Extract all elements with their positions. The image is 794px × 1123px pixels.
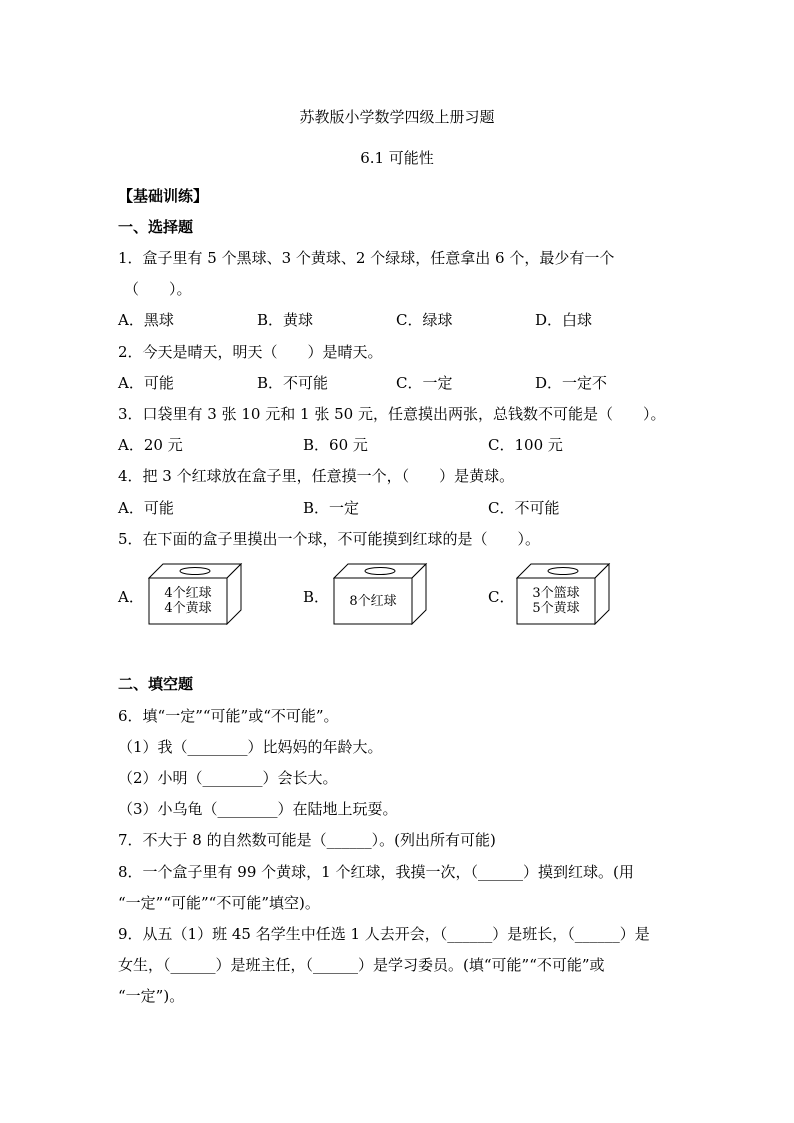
q6-text: 6．填“一定”“可能”或“不可能”。 (118, 707, 339, 725)
q6-sub-3: （3）小乌龟（________）在陆地上玩耍。 (118, 800, 398, 818)
q5-box-a-letter: A． (118, 588, 144, 606)
q4-option-a: A．可能 (118, 499, 174, 517)
q4-option-b: B．一定 (303, 499, 360, 517)
q6-sub-2: （2）小明（________）会长大。 (118, 769, 338, 787)
q5-box-a-line1: 4个红球 (164, 586, 212, 601)
page-title: 苏教版小学数学四级上册习题 (299, 108, 495, 126)
q5-box-b-letter: B． (303, 588, 330, 606)
q2-option-d: D．一定不 (535, 374, 608, 392)
q1-option-c: C．绿球 (396, 311, 453, 329)
q5-box-c (516, 563, 611, 625)
q5-box-b (333, 563, 428, 625)
q5-text: 5．在下面的盒子里摸出一个球，不可能摸到红球的是（ ）。 (118, 530, 541, 548)
page-subtitle: 6.1 可能性 (360, 149, 434, 167)
q8-text-line2: “一定”“可能”“不可能”填空)。 (118, 894, 320, 912)
q1-option-a: A．黑球 (118, 311, 174, 329)
q1-option-b: B．黄球 (257, 311, 314, 329)
q5-box-c-letter: C． (488, 588, 515, 606)
q2-text: 2．今天是晴天，明天（ ）是晴天。 (118, 343, 383, 361)
section-basic-training: 【基础训练】 (118, 187, 209, 205)
q2-option-a: A．可能 (118, 374, 174, 392)
q3-option-b: B．60 元 (303, 436, 368, 454)
part2-heading: 二、填空题 (118, 675, 194, 693)
q8-text-line1: 8．一个盒子里有 99 个黄球，1 个红球，我摸一次，（______）摸到红球。(用 (118, 863, 634, 881)
q1-option-d: D．白球 (535, 311, 593, 329)
q7-text: 7．不大于 8 的自然数可能是（______）。(列出所有可能) (118, 831, 496, 849)
part1-heading: 一、选择题 (118, 218, 194, 236)
q5-box-a-line2: 4个黄球 (164, 601, 212, 616)
q3-option-c: C．100 元 (488, 436, 563, 454)
q9-text-line3: “一定”)。 (118, 987, 185, 1005)
q5-box-a (148, 563, 243, 625)
q9-text-line1: 9．从五（1）班 45 名学生中任选 1 人去开会，（______）是班长，（______）是 (118, 925, 650, 943)
q3-option-a: A．20 元 (118, 436, 183, 454)
q3-text: 3．口袋里有 3 张 10 元和 1 张 50 元，任意摸出两张，总钱数不可能是（ ）。 (118, 405, 666, 423)
q5-box-b-line1: 8个红球 (349, 594, 397, 609)
q1-text-line2: （ ）。 (124, 280, 192, 298)
q2-option-b: B．不可能 (257, 374, 329, 392)
q5-box-c-line2: 5个黄球 (532, 601, 580, 616)
q4-text: 4．把 3 个红球放在盒子里，任意摸一个，（ ）是黄球。 (118, 467, 515, 485)
q1-text-line1: 1．盒子里有 5 个黑球、3 个黄球、2 个绿球，任意拿出 6 个，最少有一个 (118, 249, 615, 267)
q4-option-c: C．不可能 (488, 499, 560, 517)
q9-text-line2: 女生，（______）是班主任，（______）是学习委员。(填“可能”“不可能”或 (118, 956, 605, 974)
q6-sub-1: （1）我（________）比妈妈的年龄大。 (118, 738, 383, 756)
q2-option-c: C．一定 (396, 374, 453, 392)
q5-box-c-line1: 3个篮球 (532, 586, 580, 601)
